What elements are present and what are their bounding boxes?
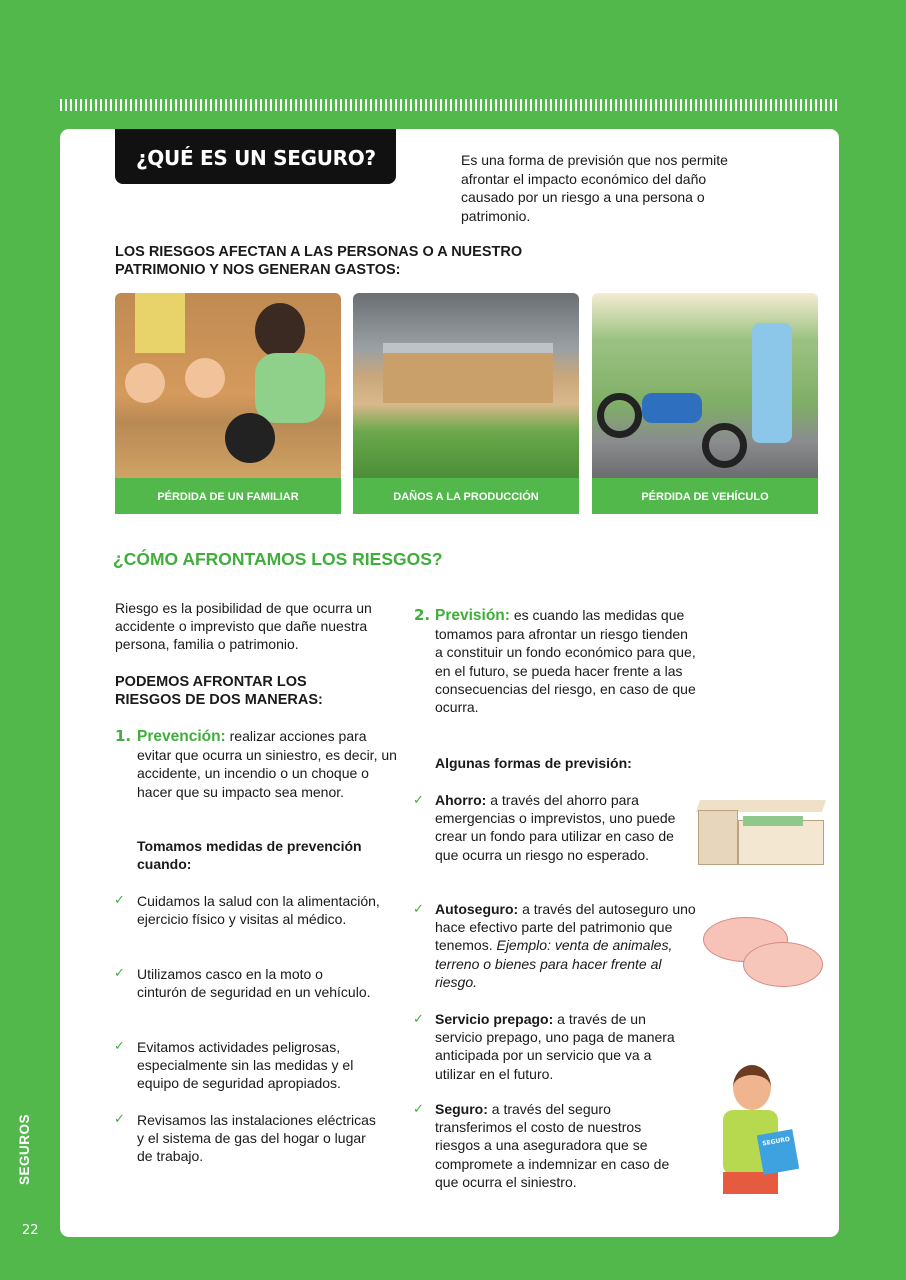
- check-icon: ✓: [413, 793, 424, 808]
- check-icon: ✓: [114, 966, 125, 981]
- item-term: Seguro:: [435, 1101, 488, 1117]
- risk-card-vehicle: [592, 293, 818, 514]
- item-text: a través del autoseguro uno hace efectivo parte del patrimonio que tenemos.: [435, 901, 696, 954]
- page-title: ¿QUÉ ES UN SEGURO?: [115, 129, 396, 184]
- prevision-text: es cuando las medidas que tomamos para afrontar un riesgo tienden a constituir un fondo económico para que, en el futuro, se pueda hacer frente a las consecuencias del riesgo, en caso de que ocurra.: [435, 607, 696, 716]
- check-icon: ✓: [413, 1102, 424, 1117]
- prevision-list-item: [435, 1010, 685, 1083]
- item-number: 2.: [414, 606, 431, 624]
- check-icon: ✓: [114, 893, 125, 908]
- prevision-item: [435, 606, 697, 716]
- prevention-list-item: Revisamos las instalaciones eléctricas y el sistema de gas del hogar o lugar de trabajo.: [137, 1112, 376, 1165]
- prevision-list-item: [435, 791, 691, 864]
- prevention-subheading: Tomamos medidas de prevención cuando:: [137, 838, 362, 873]
- prevision-subheading: Algunas formas de previsión:: [435, 755, 632, 771]
- risk-definition: Riesgo es la posibilidad de que ocurra un accidente o imprevisto que dañe nuestra persona, familia o patrimonio.: [115, 600, 372, 653]
- definition-text: Es una forma de previsión que nos permite afrontar el impacto económico del daño causado por un riesgo a una persona o patrimonio.: [461, 152, 728, 224]
- section-label: SEGUROS: [17, 1113, 32, 1185]
- prevention-item: [137, 727, 399, 801]
- item-example: Ejemplo: venta de animales, terreno o bienes para hacer frente al riesgo.: [435, 937, 673, 990]
- prevision-list-item: [435, 1100, 687, 1191]
- item-number: 1.: [115, 727, 132, 745]
- prevention-list-item: Cuidamos la salud con la alimentación, ejercicio físico y visitas al médico.: [137, 893, 380, 928]
- prevention-list-item: Utilizamos casco en la moto o cinturón de seguridad en un vehículo.: [137, 966, 371, 1001]
- caption: PÉRDIDA DE VEHÍCULO: [592, 478, 818, 514]
- item-term: Servicio prepago:: [435, 1011, 554, 1027]
- check-icon: ✓: [114, 1112, 125, 1127]
- item-term: Autoseguro:: [435, 901, 519, 917]
- pigs-illustration: [698, 912, 824, 994]
- item-text: a través del ahorro para emergencias o imprevistos, uno puede crear un fondo para utilizar en caso de que ocurra un riesgo no esperado.: [435, 792, 676, 863]
- family-illustration: [115, 293, 341, 478]
- item-text: a través de un servicio prepago, uno paga de manera anticipada por un servicio que va a utilizar en el futuro.: [435, 1011, 675, 1082]
- risk-card-family: [115, 293, 341, 514]
- caption: DAÑOS A LA PRODUCCIÓN: [353, 478, 579, 514]
- page-number: 22: [22, 1223, 39, 1238]
- section-heading: ¿CÓMO AFRONTAMOS LOS RIESGOS?: [113, 549, 443, 569]
- check-icon: ✓: [413, 1012, 424, 1027]
- motorcycle-accident-illustration: [592, 293, 818, 478]
- decorative-tick-strip: [60, 99, 840, 111]
- insurance-paper: SEGURO: [757, 1129, 799, 1175]
- storm-illustration: [353, 293, 579, 478]
- item-text: a través del seguro transferimos el costo de nuestros riesgos a una aseguradora que se compromete a indemnizar en caso de que ocurra el siniestro.: [435, 1101, 670, 1190]
- woman-holding-insurance-illustration: [718, 1060, 803, 1195]
- prevention-term: Prevención:: [137, 728, 226, 745]
- prevention-list-item: Evitamos actividades peligrosas, especialmente sin las medidas y el equipo de seguridad apropiados.: [137, 1039, 354, 1092]
- check-icon: ✓: [413, 902, 424, 917]
- prevention-text: realizar acciones para evitar que ocurra un siniestro, es decir, un accidente, un incendio o un choque o hacer que su impacto sea menor.: [137, 728, 397, 800]
- ways-heading: PODEMOS AFRONTAR LOS RIESGOS DE DOS MANERAS:: [115, 674, 323, 708]
- risks-heading: LOS RIESGOS AFECTAN A LAS PERSONAS O A NUESTRO PATRIMONIO Y NOS GENERAN GASTOS:: [115, 244, 523, 278]
- prevision-list-item: [435, 900, 697, 991]
- savings-box-illustration: [698, 780, 824, 866]
- check-icon: ✓: [114, 1039, 125, 1054]
- prevision-term: Previsión:: [435, 607, 510, 624]
- caption: PÉRDIDA DE UN FAMILIAR: [115, 478, 341, 514]
- item-term: Ahorro:: [435, 792, 487, 808]
- risk-card-production: [353, 293, 579, 514]
